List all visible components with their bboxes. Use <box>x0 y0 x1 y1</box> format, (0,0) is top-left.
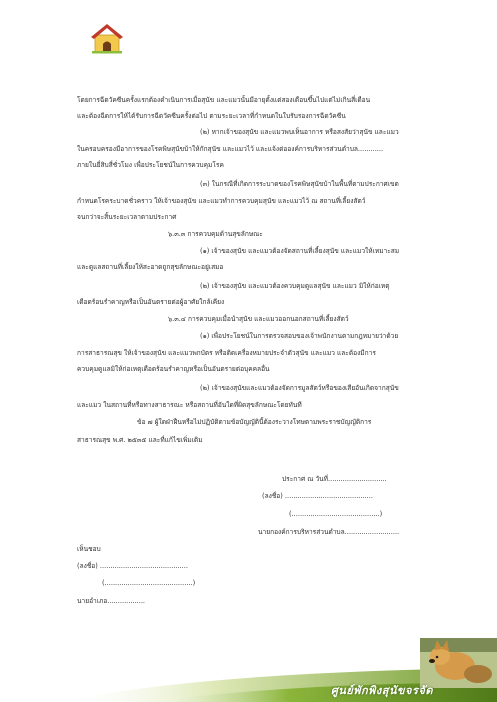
dog-house-icon <box>88 22 126 54</box>
doc-line: ภายในยี่สิบสี่ชั่วโมง เพื่อประโยชน์ในการควบคุมโรค <box>77 161 224 169</box>
doc-line: สาธารณสุข พ.ศ. ๒๕๓๕ และที่แก้ไขเพิ่มเติม <box>77 436 203 444</box>
doc-line: ข้อ ๗ ผู้ใดฝ่าฝืนหรือไม่ปฏิบัติตามข้อบัญญัตินี้ต้องระวางโทษตามพระราชบัญญัติการ <box>137 418 372 426</box>
doc-line: (๒) หากเจ้าของสุนัข และแมวพบเห็นอาการ หรือสงสัยว่าสุนัข และแมว <box>200 128 399 136</box>
doc-line: กำหนดโรคระบาดชั่วคราว ให้เจ้าของสุนัข และแมวทำการควบคุมสุนัข และแมวไว้ ณ สถานที่เลี้ยงสัตว์ <box>77 197 366 205</box>
doc-line: (๑) เพื่อประโยชน์ในการตรวจสอบของเจ้าพนักงานตามกฎหมายว่าด้วย <box>200 332 399 340</box>
signature-position: นายกองค์การบริหารส่วนตำบล.......................... <box>258 528 400 536</box>
doc-line: เดือดร้อนรำคาญหรือเป็นอันตรายต่อผู้อาศัยใกล้เคียง <box>77 298 225 306</box>
approval-name: (..........................................) <box>102 579 196 587</box>
section-heading: ๖.๓.๔ การควบคุมเมื่อนำสุนัข และแมวออกนอกสถานที่เลี้ยงสัตว์ <box>168 315 349 323</box>
signature-name: (..........................................) <box>289 510 383 518</box>
doc-line: (๒) เจ้าของสุนัข และแมวต้องควบคุมดูแลสุนัข และแมว มิให้ก่อเหตุ <box>200 282 390 290</box>
doc-line: (๒) เจ้าของสุนัขและแมวต้องจัดการมูลสัตว์หรือของเสียอันเกิดจากสุนัข <box>200 384 399 392</box>
announcement-date: ประกาศ ณ วันที่............................ <box>282 475 387 483</box>
approval-label: เห็นชอบ <box>77 545 101 553</box>
doc-line: โดยการฉีดวัคซีนครั้งแรกต้องดำเนินการเมื่อสุนัข และแมวนั้นมีอายุตั้งแต่สองเดือนขึ้นไปแต่ไม่เกินสี่เดือน <box>77 96 371 104</box>
doc-line: และต้องฉีดการให้ได้รับการฉีดวัคซีนครั้งต่อไป ตามระยะเวลาที่กำหนดในใบรับรองการฉีดวัคซีน <box>77 112 346 120</box>
approval-signature: (ลงชื่อ) .......................................... <box>77 562 188 570</box>
doc-line: ในครอบครองมีอาการของโรคพิษสุนัขบ้าให้กักสุนัข และแมวไว้ และแจ้งต่อองค์การบริหารส่วนตำบล............ <box>77 145 384 153</box>
doc-line: และดูแลสถานที่เลี้ยงให้สะอาดถูกสุขลักษณะอยู่เสมอ <box>77 263 224 271</box>
doc-line: และแมว ในสถานที่หรือทางสาธารณะ หรือสถานที่อันใดที่ผิดสุขลักษณะโดยทันที <box>77 401 302 409</box>
doc-line: การสาธารณสุข ให้เจ้าของสุนัข และแมวพกบัตร หรือติดเครื่องหมายประจำตัวสุนัข และแมว และต้องมีการ <box>77 349 376 357</box>
footer-title: ศูนย์พักพิงสุนัขจรจัด <box>330 684 433 697</box>
doc-line: ควบคุมดูแลมิให้ก่อเหตุเดือดร้อนรำคาญหรือเป็นอันตรายต่อบุคคลอื่น <box>77 365 270 373</box>
section-heading: ๖.๓.๓ การควบคุมด้านสุขลักษณะ <box>168 230 263 238</box>
doc-line: จนกว่าจะสิ้นระยะเวลาตามประกาศ <box>77 213 177 221</box>
approval-position: นายอำเภอ.................. <box>77 597 146 605</box>
signature-line: (ลงชื่อ) .......................................... <box>262 492 373 500</box>
footer-banner <box>0 628 497 702</box>
doc-line: (๓) ในกรณีที่เกิดการระบาดของโรคพิษสุนัขบ้าในพื้นที่ตามประกาศเขต <box>200 180 399 188</box>
doc-line: (๑) เจ้าของสุนัข และแมวต้องจัดสถานที่เลี้ยงสุนัข และแมวให้เหมาะสม <box>200 247 400 255</box>
